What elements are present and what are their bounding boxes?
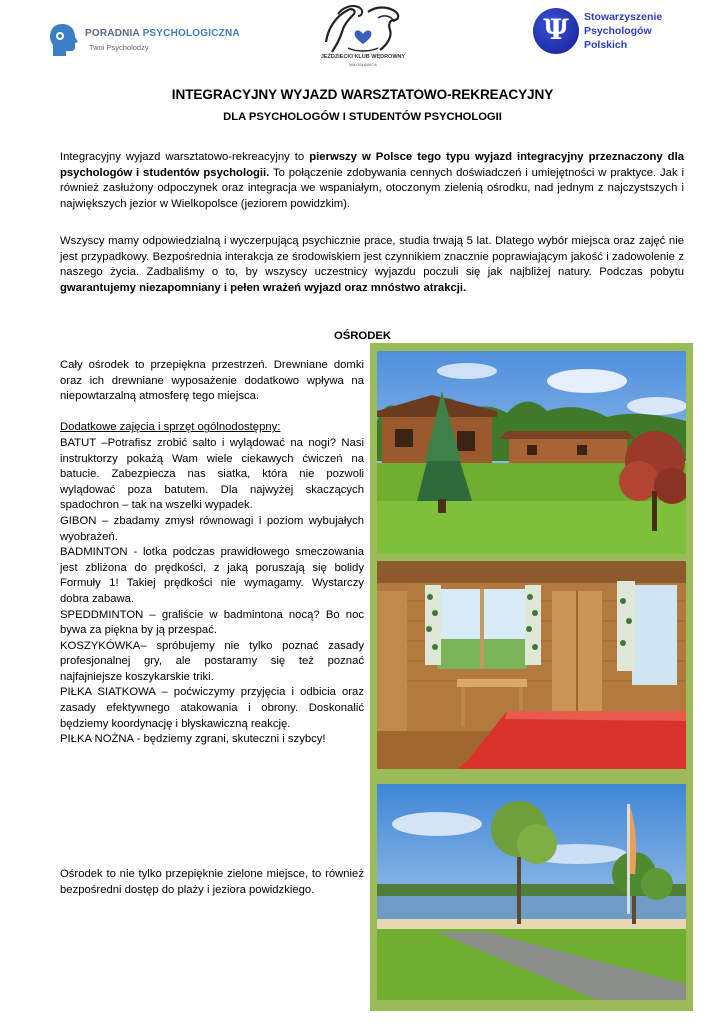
activity-item: SPEDDMINTON – graliście w badmintona nocą? Bo noc bywa za piękna by ją przespać.	[60, 608, 364, 637]
activities-heading: Dodatkowe zajęcia i sprzęt ogólnodostępny:	[60, 421, 281, 434]
cabin-interior-photo	[377, 561, 686, 769]
section-heading: OŚRODEK	[333, 330, 392, 342]
activity-item: BATUT –Potrafisz zrobić salto i wylądować na nogi? Nasi instruktorzy pokażą Wam wiele ciekawych ćwiczeń na batucie. Zabezpiecza nas siatka, która nie pozwoli wylądować poza batutem. Dla najwyżej skaczących spadochron – tak na wszelki wypadek.	[60, 436, 364, 512]
jezdziecki-klub-logo	[318, 2, 408, 72]
klub-name: JEŹDZIECKI KLUB WĘDROWNY	[320, 54, 406, 60]
activity-item: PIŁKA NOŻNA - będziemy zgrani, skuteczni i szybcy!	[60, 733, 326, 746]
activity-item: KOSZYKÓWKA– spróbujemy nie tylko poznać zasady profesjonalnej gry, ale postaramy się też poznać najfajniejsze koszykarskie triki.	[60, 639, 364, 683]
intro-paragraph-1: Integracyjny wyjazd warsztatowo-rekreacyjny to pierwszy w Polsce tego typu wyjazd integracyjny przeznaczony dla psychologów i studentów psychologii. To połączenie zdobywania cennych doświadczeń i umiejętności w praktyce. Jak i również zasłużony odpoczynek oraz integracja we wspaniałym, otoczonym zielenią ośrodku, nad jednym z najczystszych i największych jezior w Wielkopolsce (jeziorem powidzkim).	[60, 151, 684, 210]
page-title: INTEGRACYJNY WYJAZD WARSZTATOWO-REKREACYJNY	[171, 87, 554, 102]
horses-heart-icon	[318, 2, 408, 54]
intro-paragraph-2: Wszyscy mamy odpowiedzialną i wyczerpującą psychicznie prace, studia trwają 5 lat. Dlatego wybór miejsca oraz zajęć nie jest przypadkowy. Bezpośrednia interakcja ze środowiskiem jest czynnikiem znacznie poprawiającym jakość i zadowolenie z naszego życia. Zadbaliśmy o to, by wszyscy uczestnicy wyjazdu poczuli się jak najbliżej natury. Podczas pobytu gwarantujemy niezapomniany i pełen wrażeń wyjazd oraz mnóstwo atrakcji.	[60, 235, 684, 294]
klub-place: MIŁOSŁAWICA	[349, 62, 377, 67]
spp-logo	[533, 8, 693, 60]
activity-item: BADMINTON - lotka podczas prawidłowego smeczowania jest zbliżona do prędkości, z jaką poruszają się bolidy Formuły 1! Takiej prędkości nie wymagamy. Wystarczy dobra zabawa.	[60, 546, 364, 605]
spp-line-3: Polskich	[584, 39, 628, 51]
wooden-cabins-photo	[377, 351, 686, 554]
photo-frame	[370, 343, 693, 1011]
psi-symbol: Ψ	[543, 13, 569, 46]
poradnia-tagline: Twoi Psycholodzy	[89, 43, 149, 52]
poradnia-name: PORADNIA PSYCHOLOGICZNA	[85, 28, 240, 39]
head-silhouette-icon	[48, 22, 82, 58]
spp-line-2: Psychologów	[584, 25, 652, 37]
closing-column	[60, 867, 364, 898]
spp-line-1: Stowarzyszenie	[584, 11, 663, 23]
center-description: Cały ośrodek to przepiękna przestrzeń. Drewniane domki oraz ich drewniane wyposażenie dodatkowo wpływa na niepowtarzalną atmosferę tego miejsca.	[60, 359, 364, 403]
activity-item: GIBON – zbadamy zmysł równowagi i poziom wybujałych wyobrażeń.	[60, 514, 364, 543]
activity-item: PIŁKA SIATKOWA – poćwiczymy przyjęcia i odbicia oraz zasady efektywnego atakowania i obrony. Doskonalić będziemy koordynację i błyskawiczną reakcję.	[60, 686, 364, 730]
psi-circle-icon	[533, 8, 579, 54]
closing-paragraph: Ośrodek to nie tylko przepięknie zielone miejsce, to również bezpośredni dostęp do plaży i jeziora powidzkiego.	[60, 868, 364, 896]
activities-column	[60, 358, 364, 748]
page-subtitle: DLA PSYCHOLOGÓW I STUDENTÓW PSYCHOLOGII	[223, 111, 502, 123]
poradnia-logo	[48, 22, 240, 62]
lake-beach-path-photo	[377, 784, 686, 1000]
